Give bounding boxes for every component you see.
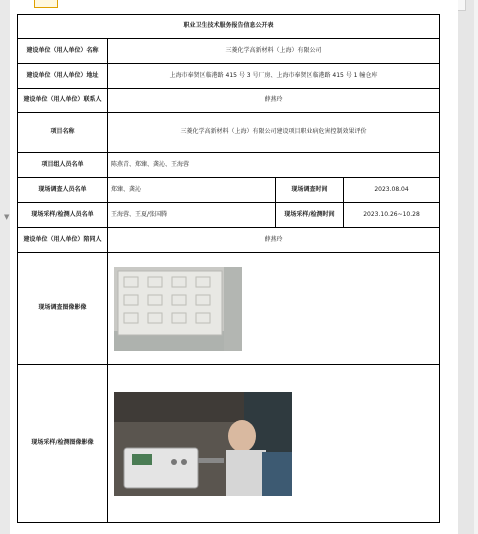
- document-page: [10, 0, 458, 534]
- table-title: 职业卫生技术服务报告信息公开表: [18, 15, 440, 39]
- sampling-staff-value: 王海蓉、王夏/张国腾: [108, 203, 276, 228]
- survey-photo: [114, 267, 242, 351]
- collapse-caret-icon[interactable]: ▼: [4, 213, 10, 221]
- employer-address-value: 上海市奉贤区临港路 415 号 3 号厂房、上海市奉贤区临港路 415 号 1 幢仓库: [108, 64, 440, 89]
- project-staff-value: 陈燕青、郑臻、龚沁、王海蓉: [108, 153, 440, 178]
- survey-time-label: 现场调查时间: [276, 178, 344, 203]
- contact-value: 薛燕玲: [108, 89, 440, 113]
- employer-name-label: 建设单位（用人单位）名称: [18, 39, 108, 64]
- survey-staff-label: 现场调查人员名单: [18, 178, 108, 203]
- sampling-staff-label: 现场采样/检测人员名单: [18, 203, 108, 228]
- contact-label: 建设单位（用人单位）联系人: [18, 89, 108, 113]
- sampling-time-label: 现场采样/检测时间: [276, 203, 344, 228]
- survey-staff-value: 郑臻、龚沁: [108, 178, 276, 203]
- accompanying-label: 建设单位（用人单位）陪同人: [18, 228, 108, 253]
- sampling-photo: [114, 392, 292, 496]
- survey-time-value: 2023.08.04: [344, 178, 440, 203]
- sampling-time-value: 2023.10.26~10.28: [344, 203, 440, 228]
- employer-name-value: 三菱化学高新材料（上海）有限公司: [108, 39, 440, 64]
- info-table: [17, 14, 440, 523]
- survey-images-label: 现场调查图像影像: [18, 253, 108, 365]
- project-name-value: 三菱化学高新材料（上海）有限公司建设项目职业病危害控制效果评价: [108, 113, 440, 153]
- survey-images-cell: [108, 253, 440, 365]
- sampling-images-cell: [108, 365, 440, 523]
- sampling-images-label: 现场采样/检测图像影像: [18, 365, 108, 523]
- accompanying-value: 薛燕玲: [108, 228, 440, 253]
- scrollbar[interactable]: [474, 0, 478, 534]
- project-staff-label: 项目组人员名单: [18, 153, 108, 178]
- project-name-label: 项目名称: [18, 113, 108, 153]
- employer-address-label: 建设单位（用人单位）地址: [18, 64, 108, 89]
- top-marker: [34, 0, 58, 8]
